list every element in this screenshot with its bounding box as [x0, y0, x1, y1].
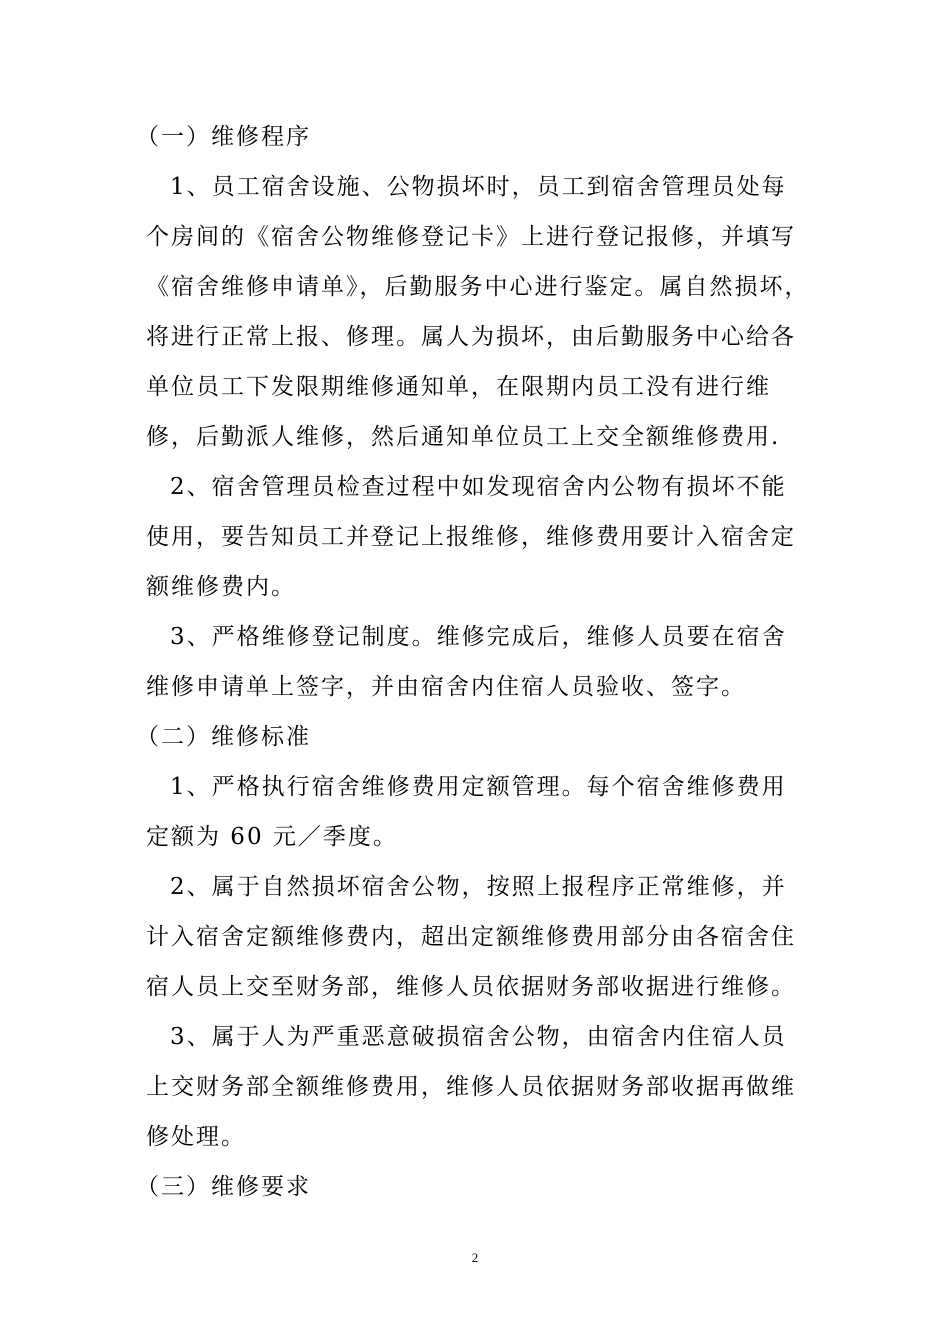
paragraph-line: 使用，要告知员工并登记上报维修，维修费用要计入宿舍定 — [146, 524, 796, 550]
document-body — [136, 112, 810, 1212]
paragraph-line: 《宿舍维修申请单》，后勤服务中心进行鉴定。属自然损坏， — [146, 274, 810, 300]
paragraph-line: 上交财务部全额维修费用，维修人员依据财务部收据再做维 — [146, 1074, 796, 1100]
section-heading-2: （二）维修标准 — [136, 724, 311, 750]
section-heading-1: （一）维修程序 — [136, 124, 311, 150]
paragraph-line: 修处理。 — [146, 1124, 246, 1150]
paragraph-line: 计入宿舍定额维修费内，超出定额维修费用部分由各宿舍住 — [146, 924, 796, 950]
page-number: 2 — [471, 1250, 479, 1265]
paragraph-line: 额维修费内。 — [146, 574, 296, 600]
paragraph-line: 3、严格维修登记制度。维修完成后，维修人员要在宿舍 — [170, 624, 787, 650]
paragraph-line: 宿人员上交至财务部，维修人员依据财务部收据进行维修。 — [146, 974, 796, 1000]
paragraph-line: 2、宿舍管理员检查过程中如发现宿舍内公物有损坏不能 — [170, 474, 787, 500]
paragraph-line: 单位员工下发限期维修通知单，在限期内员工没有进行维 — [146, 374, 771, 400]
paragraph-line: 3、属于人为严重恶意破损宿舍公物，由宿舍内住宿人员 — [170, 1024, 787, 1050]
paragraph-line: 个房间的《宿舍公物维修登记卡》上进行登记报修，并填写 — [146, 224, 796, 250]
paragraph-line: 维修申请单上签字，并由宿舍内住宿人员验收、签字。 — [146, 674, 746, 700]
paragraph-line: 将进行正常上报、修理。属人为损坏，由后勤服务中心给各 — [146, 324, 796, 350]
paragraph-line: 1、严格执行宿舍维修费用定额管理。每个宿舍维修费用 — [170, 774, 787, 800]
paragraph-line: 2、属于自然损坏宿舍公物，按照上报程序正常维修，并 — [170, 874, 787, 900]
paragraph-line: 1、员工宿舍设施、公物损坏时，员工到宿舍管理员处每 — [170, 174, 787, 200]
section-heading-3: （三）维修要求 — [136, 1174, 311, 1200]
paragraph-line: 定额为 60 元／季度。 — [146, 824, 398, 850]
paragraph-line: 修，后勤派人维修，然后通知单位员工上交全额维修费用. — [146, 424, 781, 450]
